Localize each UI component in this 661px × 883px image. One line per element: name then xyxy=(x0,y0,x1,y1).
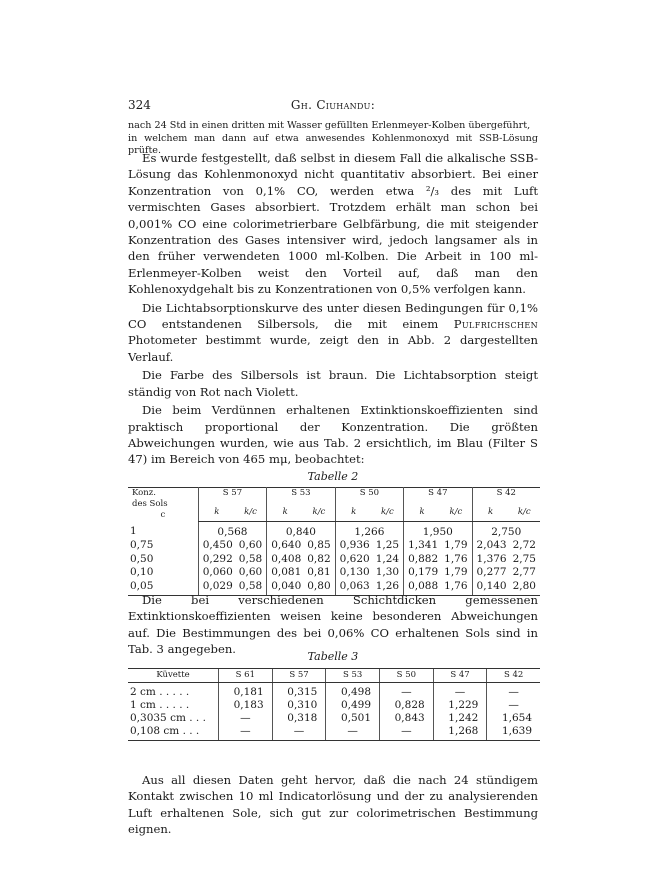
table-row: 1 0,568 0,840 1,266 1,950 2,750 xyxy=(128,521,540,539)
page-number: 324 xyxy=(128,98,151,112)
table-3-caption: Tabelle 3 xyxy=(307,650,359,663)
column-header: S 57 xyxy=(272,669,326,683)
paragraph: Die Farbe des Silbersols ist braun. Die Lichtabsorption steigt ständig von Rot nach Violett. xyxy=(128,368,538,399)
column-header: S 50 xyxy=(380,669,434,683)
filter-header: S 57 xyxy=(198,488,266,500)
subheader-kc: k/c xyxy=(235,499,267,521)
subheader-k: k xyxy=(198,499,235,521)
table-2-caption: Tabelle 2 xyxy=(307,470,359,483)
table-row: 0,108 cm . . . — — — — 1,268 1,639 xyxy=(128,725,540,741)
continued-line: nach 24 Std in einen dritten mit Wasser gefüllten Erlenmeyer-Kolben übergeführt, xyxy=(128,120,531,131)
running-header xyxy=(128,98,538,114)
table-2 xyxy=(128,487,540,596)
subheader-k: k xyxy=(335,499,372,521)
subheader-kc: k/c xyxy=(372,499,404,521)
paragraph: Die Lichtabsorptionskurve des unter diesen Bedingungen für 0,1% CO entstandenen Silbersols, die mit einem Pulfrichschen Photometer bestimmt wurde, zeigt den in Abb. 2 dargestellten Verlauf. xyxy=(128,300,538,364)
filter-header: S 53 xyxy=(267,488,335,500)
column-header: S 53 xyxy=(326,669,380,683)
table-row: 2 cm . . . . . 0,181 0,315 0,498 — — — xyxy=(128,683,540,700)
continued-line: in welchem man dann auf etwa anwesendes Kohlenmonoxyd mit SSB-Lösung prüfte. xyxy=(128,132,538,157)
subheader-k: k xyxy=(472,499,509,521)
table-row: 0,10 0,060 0,60 0,081 0,81 0,130 1,30 0,179 1,79 0,277 2,77 xyxy=(130,566,536,578)
filter-header: S 42 xyxy=(472,488,540,500)
conc-header: Konz. des Sols c xyxy=(132,488,168,520)
paragraph: Die bei verschiedenen Schichtdicken gemessenen Extinktionskoeffizienten weisen keine besonderen Abweichungen auf. Die Bestimmungen des bei 0,06% CO erhaltenen Sols sind in Tab. 3 angegeben. xyxy=(128,593,538,657)
table-row: 0,75 0,450 0,60 0,640 0,85 0,936 1,25 1,341 1,79 2,043 2,72 xyxy=(130,539,536,551)
table-row: 0,3035 cm . . . — 0,318 0,501 0,843 1,242 1,654 xyxy=(128,712,540,725)
paragraph: Die beim Verdünnen erhaltenen Extinktionskoeffizienten sind praktisch proportional der Konzentration. Die größten Abweichungen wurden, wie aus Tab. 2 ersichtlich, im Blau (Filter S 47) im Bereich von 465 mμ, beobachtet: xyxy=(128,403,538,467)
table-row: 0,50 0,292 0,58 0,408 0,82 0,620 1,24 0,882 1,76 1,376 2,75 xyxy=(130,552,536,565)
subheader-kc: k/c xyxy=(440,499,472,521)
body-text-bottom xyxy=(128,772,538,838)
column-header: S 42 xyxy=(487,669,540,683)
table-row: 0,05 0,029 0,58 0,040 0,80 0,063 1,26 0,088 1,76 0,140 2,80 xyxy=(128,580,540,596)
subheader-kc: k/c xyxy=(303,499,335,521)
subheader-k: k xyxy=(404,499,441,521)
filter-header: S 47 xyxy=(404,488,472,500)
subheader-kc: k/c xyxy=(509,499,540,521)
table-row: 1 cm . . . . . 0,183 0,310 0,499 0,828 1,229 — xyxy=(128,699,540,712)
person-name: Pulfrichschen xyxy=(453,317,538,332)
body-text-middle xyxy=(128,592,538,658)
running-head-author: Gh. Ciuhandu: xyxy=(290,98,376,112)
subheader-k: k xyxy=(267,499,304,521)
body-text-top xyxy=(128,150,538,468)
table-3 xyxy=(128,668,540,741)
paragraph: Aus all diesen Daten geht hervor, daß die nach 24 stündigem Kontakt zwischen 10 ml Indicatorlösung und der zu analysierenden Luft erhaltenen Sole, sich gut zur colorimetrischen Bestimmung eignen. xyxy=(128,773,538,837)
paragraph: Es wurde festgestellt, daß selbst in diesem Fall die alkalische SSB-Lösung das Kohlenmonoxyd nicht quantitativ absorbiert. Bei einer Konzentration von 0,1% CO, werden etwa ²/₃ des mit Luft vermischten Gases absorbiert. Trotzdem erhält man schon bei 0,001% CO eine colorimetrierbare Gelbfärbung, die mit steigender Konzentration des Gases intensiver wird, jedoch langsamer als in den früher verwendeten 1000 ml-Kolben. Die Arbeit in 100 ml-Erlenmeyer-Kolben weist den Vorteil auf, daß man den Kohlenoxydgehalt bis zu Konzentrationen von 0,5% verfolgen kann. xyxy=(128,151,538,297)
column-header: Küvette xyxy=(128,669,219,683)
filter-header: S 50 xyxy=(335,488,403,500)
column-header: S 61 xyxy=(219,669,273,683)
column-header: S 47 xyxy=(433,669,487,683)
